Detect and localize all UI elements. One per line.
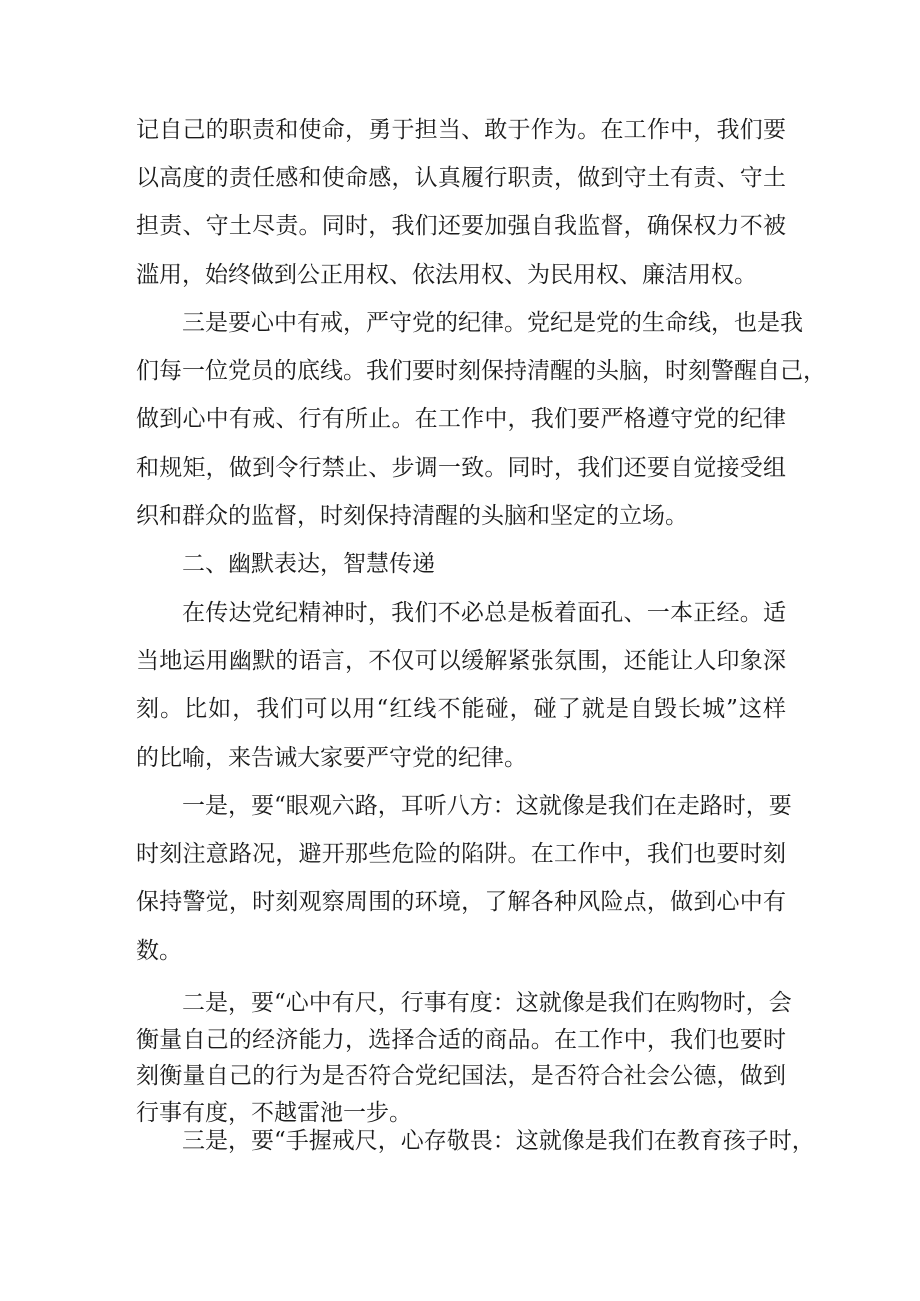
text-line: 和规矩，做到令行禁止、步调一致。同时，我们还要自觉接受组 — [136, 454, 786, 481]
text-line: 刻衡量自己的行为是否符合党纪国法，是否符合社会公德，做到 — [136, 1063, 786, 1089]
paragraph-duty-and-mission — [136, 106, 786, 299]
text-line: 时刻注意路况，避开那些危险的陷阱。在工作中，我们也要时刻 — [136, 841, 786, 868]
text-line: 二是，要“心中有尺，行事有度：这就像是我们在购物时，会 — [182, 990, 792, 1016]
text-line: 衡量自己的经济能力，选择合适的商品。在工作中，我们也要时 — [136, 1026, 786, 1053]
text-line: 保持警觉，时刻观察周围的环境，了解各种风险点，做到心中有 — [136, 889, 786, 916]
text-line: 以高度的责任感和使命感，认真履行职责，做到守土有责、守土 — [136, 165, 786, 192]
text-line: 织和群众的监督，时刻保持清醒的头脑和坚定的立场。 — [136, 502, 688, 529]
section-heading — [136, 540, 786, 588]
text-line: 行事有度，不越雷池一步。 — [136, 1099, 412, 1126]
paragraph-third-point — [136, 1123, 815, 1160]
text-line: 记自己的职责和使命，勇于担当、敢于作为。在工作中，我们要 — [136, 117, 786, 143]
paragraph-discipline — [136, 299, 826, 540]
heading-text: 二、幽默表达，智慧传递 — [182, 551, 435, 577]
paragraph-second-point — [136, 985, 792, 1131]
text-line: 的比喻，来告诫大家要严守党的纪律。 — [136, 744, 527, 771]
text-line: 们每一位党员的底线。我们要时刻保持清醒的头脑，时刻警醒自己， — [136, 358, 826, 385]
text-line: 数。 — [136, 937, 182, 964]
text-line: 当地运用幽默的语言，不仅可以缓解紧张氛围，还能让人印象深 — [136, 648, 786, 675]
paragraph-first-point — [136, 782, 792, 975]
text-line: 担责、守土尽责。同时，我们还要加强自我监督，确保权力不被 — [136, 213, 786, 240]
text-line: 在传达党纪精神时，我们不必总是板着面孔、一本正经。适 — [182, 600, 786, 626]
text-line: 一是，要“眼观六路，耳听八方：这就像是我们在走路时，要 — [182, 793, 792, 819]
text-line: 刻。比如，我们可以用“红线不能碰，碰了就是自毁长城”这样 — [136, 696, 786, 723]
text-line: 做到心中有戒、行有所止。在工作中，我们要严格遵守党的纪律 — [136, 406, 786, 433]
text-line: 滥用，始终做到公正用权、依法用权、为民用权、廉洁用权。 — [136, 261, 757, 288]
paragraph-humor — [136, 589, 786, 782]
text-line: 三是，要“手握戒尺，心存敬畏：这就像是我们在教育孩子时， — [182, 1128, 815, 1154]
text-line: 三是要心中有戒，严守党的纪律。党纪是党的生命线，也是我 — [182, 310, 803, 336]
